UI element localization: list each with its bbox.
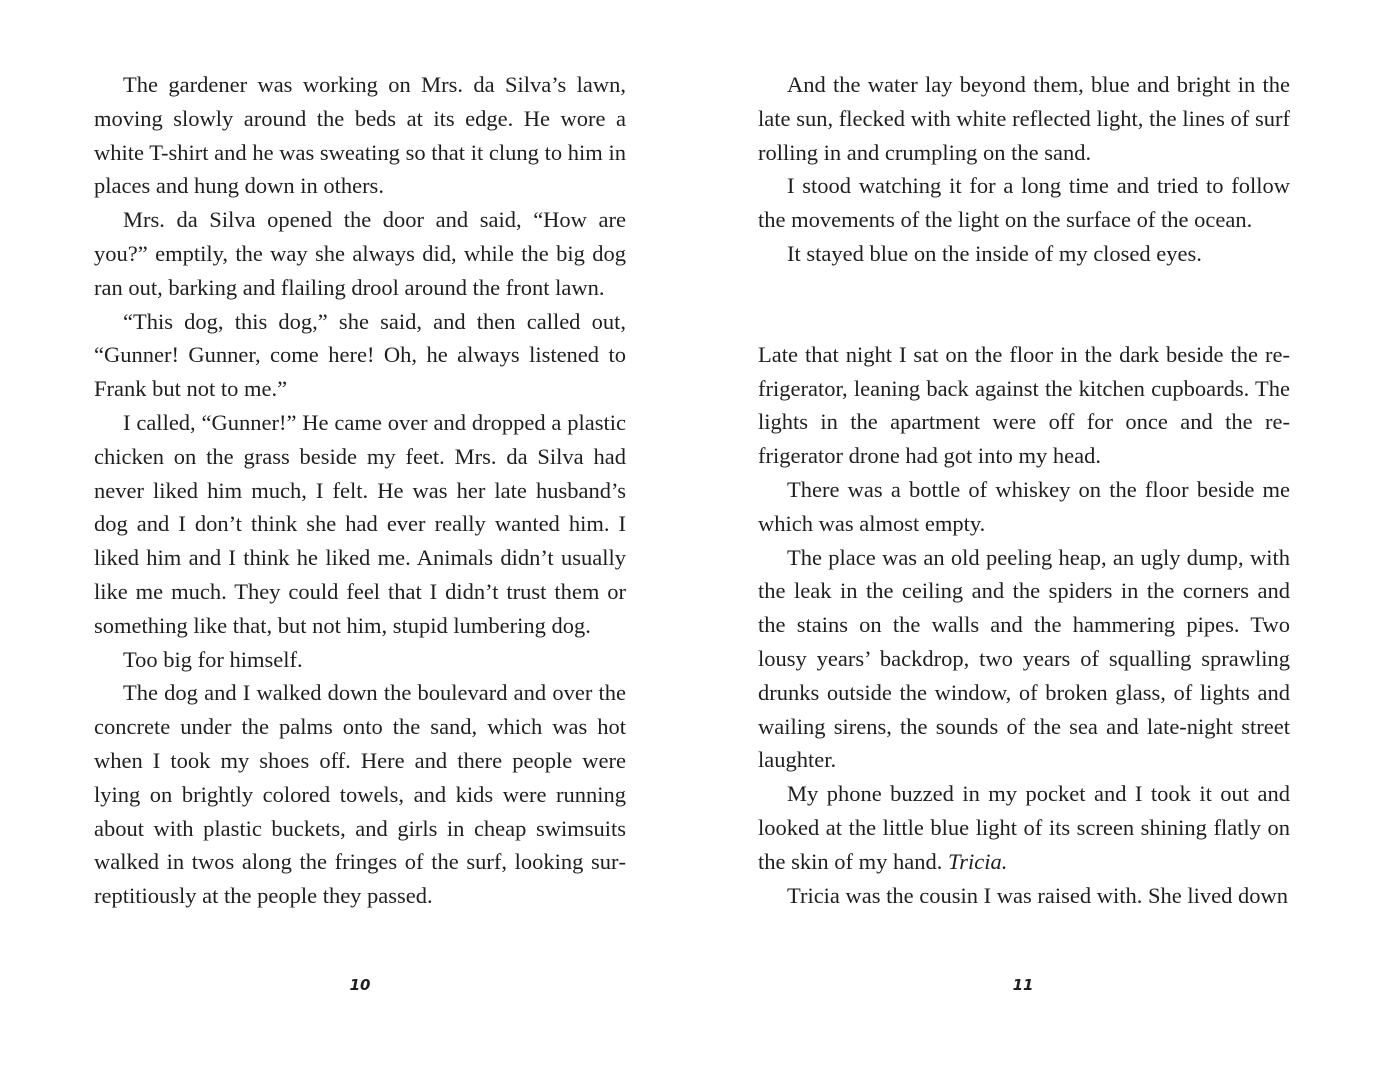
paragraph: The dog and I walked down the boulevard and over the concrete under the palms onto the sand, which was hot when I took my shoes off. Here and there people were lying on brightly colored towels, and kids were running about with plastic buckets, and girls in cheap swimsuits walked in twos along the fringes of the surf, looking surreptitiously at the people they passed. [94, 680, 626, 909]
paragraph: The place was an old peeling heap, an ugly dump, with the leak in the ceiling and the spiders in the corners and the stains on the walls and the hammering pipes. Two lousy years’ backdrop, two years of squalling sprawling drunks outside the window, of broken glass, of lights and wailing sirens, the sounds of the sea and late-night street laughter. [758, 544, 1290, 773]
left-page [94, 68, 626, 913]
paragraph [758, 777, 1290, 878]
right-page [758, 68, 1290, 912]
paragraph: The gardener was working on Mrs. da Silva’s lawn, moving slowly around the beds at its edge. He wore a white T-shirt and he was sweating so that it clung to him in places and hung down in others. [94, 72, 626, 199]
paragraph: “This dog, this dog,” she said, and then called out, “Gunner! Gunner, come here! Oh, he always listened to Frank but not to me.” [94, 308, 626, 402]
paragraph: Too big for himself. [123, 646, 303, 672]
page-number-left: 10 [349, 976, 371, 994]
paragraph: And the water lay beyond them, blue and bright in the late sun, flecked with white reflected light, the lines of surf rolling in and crumpling on the sand. [758, 72, 1290, 165]
italic-name: Tricia. [947, 848, 1008, 874]
paragraph: I called, “Gunner!” He came over and dropped a plastic chicken on the grass beside my feet. Mrs. da Silva had never liked him much, I felt. He was her late husband’s dog and I don’t think she had ever really wanted him. I liked him and I think he liked me. Animals didn’t usually like me much. They could feel that I didn’t trust them or something like that, but not him, stupid lumbering dog. [94, 409, 626, 638]
paragraph-text: My phone buzzed in my pocket and I took it out and looked at the little blue light of its screen shining flatly on the skin of my hand. [758, 781, 1290, 874]
paragraph: I stood watching it for a long time and tried to follow the movements of the light on the surface of the ocean. [758, 173, 1290, 233]
section-opening-paragraph: Late that night I sat on the floor in the dark beside the refrigerator, leaning back against the kitchen cupboards. The lights in the apartment were off for once and the refrigerator drone had got into my head. [758, 341, 1290, 469]
section-break [758, 271, 1290, 338]
paragraph: It stayed blue on the inside of my closed eyes. [787, 240, 1202, 266]
page-number-right: 11 [1012, 976, 1034, 994]
paragraph: Tricia was the cousin I was raised with. She lived down [787, 882, 1288, 908]
paragraph: There was a bottle of whiskey on the floor beside me which was almost empty. [758, 476, 1290, 536]
paragraph: Mrs. da Silva opened the door and said, “How are you?” emptily, the way she always did, while the big dog ran out, barking and flailing drool around the front lawn. [94, 207, 626, 300]
